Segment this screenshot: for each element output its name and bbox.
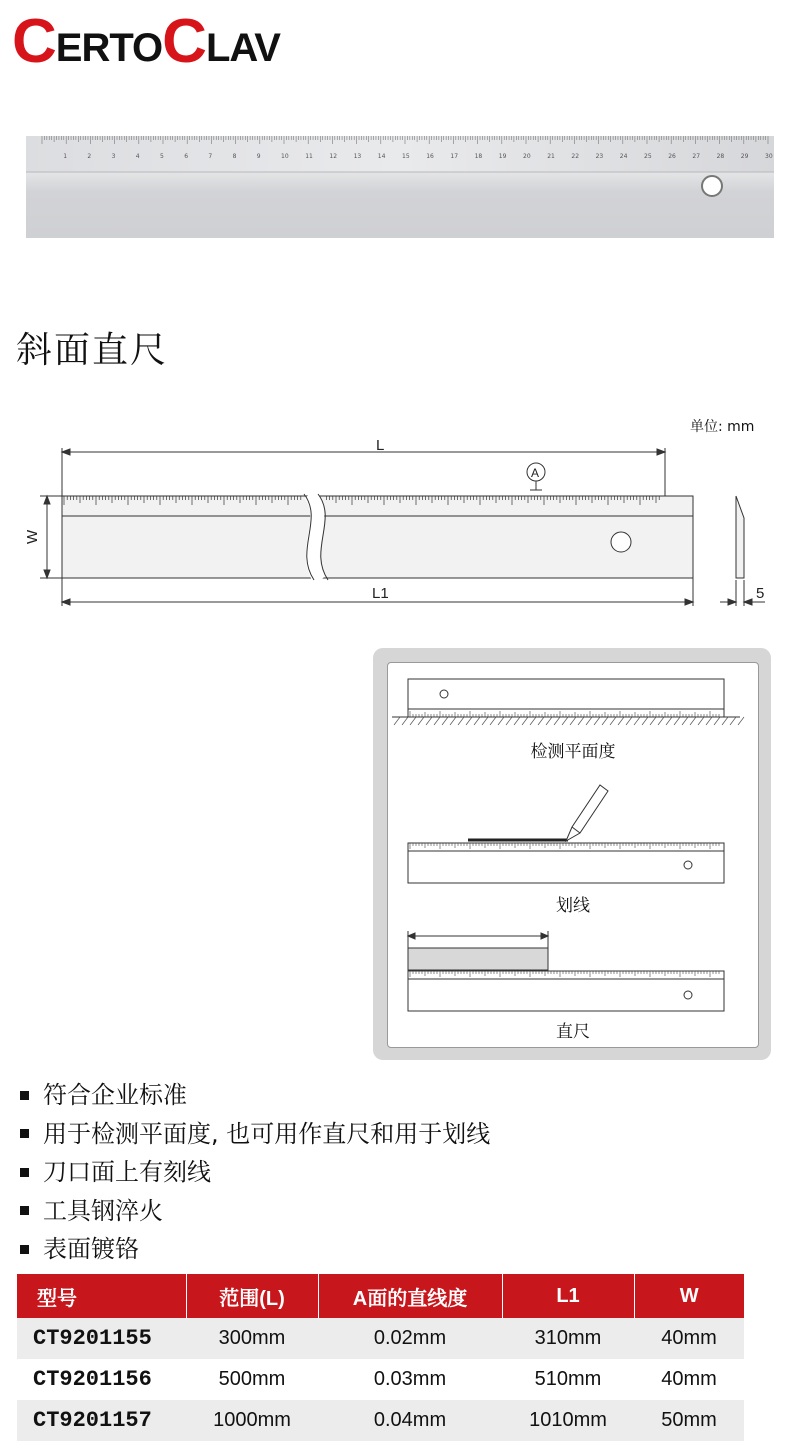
scale-number: 22 bbox=[571, 153, 580, 160]
scale-number: 13 bbox=[353, 153, 362, 160]
bullet-icon bbox=[20, 1091, 29, 1100]
scale-number: 2 bbox=[87, 153, 92, 160]
scale-number: 14 bbox=[377, 153, 386, 160]
caption-flatness: 检测平面度 bbox=[530, 742, 616, 762]
col-header-range: 范围(L) bbox=[186, 1274, 318, 1318]
bullet-icon bbox=[20, 1206, 29, 1215]
scale-number: 1 bbox=[63, 153, 68, 160]
feature-list bbox=[16, 1076, 490, 1269]
logo-c1: C bbox=[12, 7, 56, 76]
face-A-label: A bbox=[531, 466, 540, 480]
feature-item: 刀口面上有刻线 bbox=[16, 1153, 490, 1192]
col-header-l1: L1 bbox=[502, 1274, 634, 1318]
logo-c2: C bbox=[162, 7, 206, 76]
col-header-straightness: A面的直线度 bbox=[318, 1274, 502, 1318]
table-row: CT9201155 300mm 0.02mm 310mm 40mm bbox=[17, 1318, 744, 1359]
scale-number: 18 bbox=[474, 153, 483, 160]
scale-number: 7 bbox=[208, 153, 213, 160]
dim-L-label: L bbox=[376, 437, 385, 454]
page-title: 斜面直尺 bbox=[16, 330, 169, 371]
scale-number: 8 bbox=[232, 153, 237, 160]
scale-number: 15 bbox=[402, 153, 410, 160]
scale-number: 20 bbox=[523, 153, 531, 160]
scale-number: 23 bbox=[595, 153, 604, 160]
usage-panel bbox=[373, 648, 771, 1060]
scale-number: 26 bbox=[668, 153, 676, 160]
dimension-diagram bbox=[20, 430, 800, 620]
feature-item: 表面镀铬 bbox=[16, 1230, 490, 1269]
scale-number: 19 bbox=[498, 153, 507, 160]
scale-number: 11 bbox=[305, 153, 313, 160]
feature-item: 工具钢淬火 bbox=[16, 1192, 490, 1231]
scale-number: 21 bbox=[547, 153, 555, 160]
ruler-photo bbox=[22, 132, 778, 242]
col-header-w: W bbox=[634, 1274, 744, 1318]
caption-straightedge: 直尺 bbox=[556, 1022, 590, 1042]
scale-number: 12 bbox=[329, 153, 338, 160]
logo-w1: ERTO bbox=[55, 26, 163, 70]
spec-table bbox=[17, 1274, 744, 1441]
bullet-icon bbox=[20, 1168, 29, 1177]
scale-number: 25 bbox=[644, 153, 652, 160]
scale-number: 17 bbox=[450, 153, 459, 160]
scale-number: 30 bbox=[765, 153, 773, 160]
caption-marking: 划线 bbox=[556, 896, 590, 916]
bullet-icon bbox=[20, 1129, 29, 1138]
table-header-row bbox=[17, 1274, 744, 1318]
scale-number: 10 bbox=[281, 153, 289, 160]
dim-W-label: W bbox=[24, 529, 41, 544]
logo-w2: LAV bbox=[205, 26, 280, 70]
scale-number: 9 bbox=[256, 153, 261, 160]
scale-number: 4 bbox=[135, 153, 140, 160]
dim-L1-label: L1 bbox=[372, 585, 389, 602]
col-header-model: 型号 bbox=[17, 1274, 186, 1318]
brand-logo bbox=[12, 7, 280, 76]
scale-number: 27 bbox=[692, 153, 701, 160]
dim-5-label: 5 bbox=[756, 585, 765, 602]
feature-item: 用于检测平面度, 也可用作直尺和用于划线 bbox=[16, 1115, 490, 1154]
hang-hole bbox=[702, 176, 722, 196]
bullet-icon bbox=[20, 1245, 29, 1254]
scale-number: 3 bbox=[111, 153, 116, 160]
usage-drawings bbox=[388, 663, 758, 1047]
feature-item: 符合企业标准 bbox=[16, 1076, 490, 1115]
table-row: CT9201157 1000mm 0.04mm 1010mm 50mm bbox=[17, 1400, 744, 1441]
scale-number: 29 bbox=[740, 153, 749, 160]
scale-number: 28 bbox=[716, 153, 725, 160]
table-row: CT9201156 500mm 0.03mm 510mm 40mm bbox=[17, 1359, 744, 1400]
unit-label: 单位: mm bbox=[690, 419, 755, 435]
scale-number: 16 bbox=[426, 153, 434, 160]
scale-number: 6 bbox=[184, 153, 189, 160]
scale-number: 5 bbox=[160, 153, 164, 160]
scale-number: 24 bbox=[619, 153, 628, 160]
usage-illustrations bbox=[387, 662, 759, 1048]
